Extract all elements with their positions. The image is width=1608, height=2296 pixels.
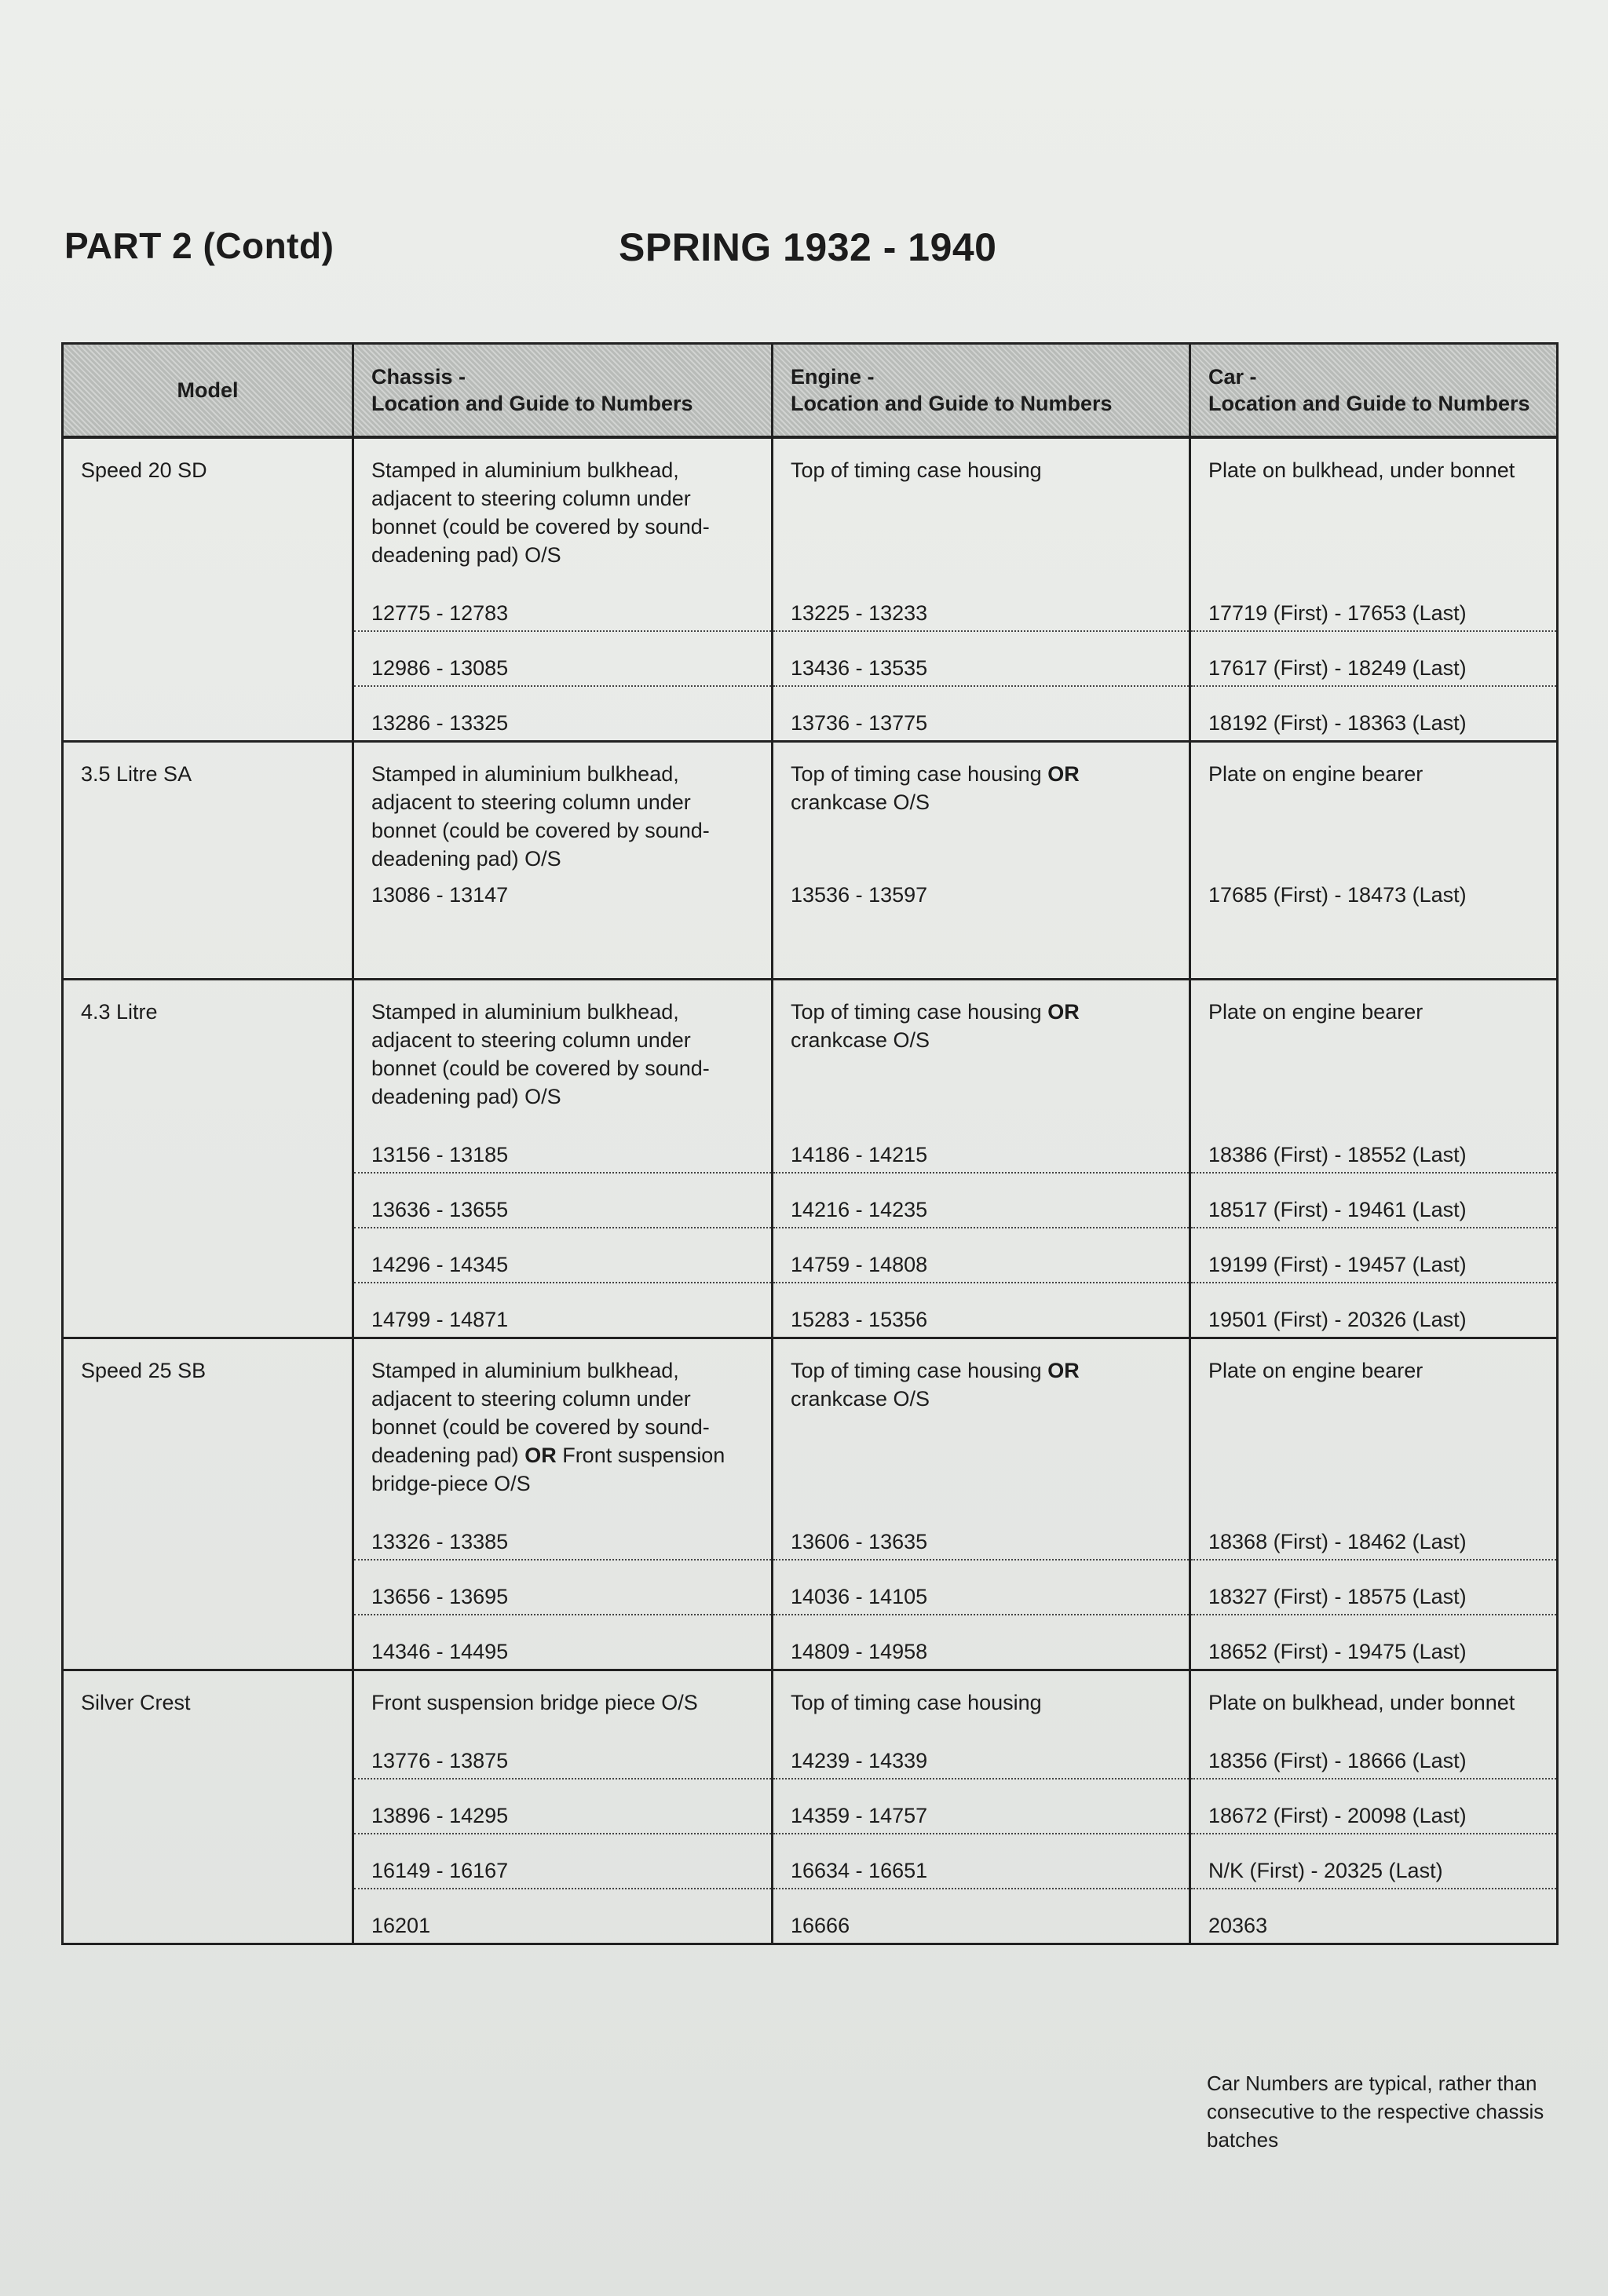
- chassis-number: 13326 - 13385: [353, 1506, 773, 1560]
- car-location: Plate on engine bearer: [1190, 1338, 1558, 1506]
- engine-number: 14759 - 14808: [773, 1228, 1190, 1283]
- table-row: [63, 1670, 1558, 1725]
- car-number: 20363: [1190, 1889, 1558, 1944]
- table-row: [63, 437, 1558, 577]
- chassis-number: 13776 - 13875: [353, 1725, 773, 1779]
- model-cell: 3.5 Litre SA: [63, 742, 353, 980]
- car-number: 18356 (First) - 18666 (Last): [1190, 1725, 1558, 1779]
- engine-location: Top of timing case housing OR crankcase O/S: [773, 1338, 1190, 1506]
- model-cell: Speed 20 SD: [63, 437, 353, 742]
- engine-number: 15283 - 15356: [773, 1283, 1190, 1338]
- chassis-location: Front suspension bridge piece O/S: [353, 1670, 773, 1725]
- chassis-number: 13156 - 13185: [353, 1119, 773, 1173]
- car-number: 18672 (First) - 20098 (Last): [1190, 1779, 1558, 1834]
- car-number: 18517 (First) - 19461 (Last): [1190, 1173, 1558, 1228]
- model-cell: Silver Crest: [63, 1670, 353, 1944]
- car-number: 18652 (First) - 19475 (Last): [1190, 1615, 1558, 1670]
- chassis-number: 13636 - 13655: [353, 1173, 773, 1228]
- engine-number: 13225 - 13233: [773, 577, 1190, 631]
- chassis-number: 16149 - 16167: [353, 1834, 773, 1889]
- car-number: 19199 (First) - 19457 (Last): [1190, 1228, 1558, 1283]
- chassis-number: 14799 - 14871: [353, 1283, 773, 1338]
- car-location: Plate on bulkhead, under bonnet: [1190, 1670, 1558, 1725]
- table-row: [63, 1338, 1558, 1506]
- chassis-number: 13896 - 14295: [353, 1779, 773, 1834]
- chassis-number: 13086 - 13147: [353, 881, 773, 980]
- car-number: 18386 (First) - 18552 (Last): [1190, 1119, 1558, 1173]
- table-row: [63, 742, 1558, 882]
- table-row: [63, 980, 1558, 1119]
- car-number: 17617 (First) - 18249 (Last): [1190, 631, 1558, 686]
- engine-number: 14036 - 14105: [773, 1560, 1190, 1615]
- engine-number: 13736 - 13775: [773, 686, 1190, 742]
- engine-number: 13536 - 13597: [773, 881, 1190, 980]
- chassis-number: 14346 - 14495: [353, 1615, 773, 1670]
- engine-number: 14239 - 14339: [773, 1725, 1190, 1779]
- engine-number: 14186 - 14215: [773, 1119, 1190, 1173]
- table-header-row: [63, 344, 1558, 438]
- chassis-number: 13656 - 13695: [353, 1560, 773, 1615]
- chassis-number: 12986 - 13085: [353, 631, 773, 686]
- page-title: SPRING 1932 - 1940: [619, 225, 997, 269]
- car-number: N/K (First) - 20325 (Last): [1190, 1834, 1558, 1889]
- engine-location: Top of timing case housing: [773, 437, 1190, 577]
- car-location: Plate on bulkhead, under bonnet: [1190, 437, 1558, 577]
- column-header-model: Model: [63, 344, 353, 438]
- engine-number: 13436 - 13535: [773, 631, 1190, 686]
- car-number: 18192 (First) - 18363 (Last): [1190, 686, 1558, 742]
- chassis-number: 12775 - 12783: [353, 577, 773, 631]
- engine-number: 16634 - 16651: [773, 1834, 1190, 1889]
- engine-number: 13606 - 13635: [773, 1506, 1190, 1560]
- model-cell: Speed 25 SB: [63, 1338, 353, 1670]
- car-number: 17719 (First) - 17653 (Last): [1190, 577, 1558, 631]
- footnote: Car Numbers are typical, rather than consecutive to the respective chassis batches: [1207, 2072, 1544, 2152]
- column-header-chassis: Chassis - Location and Guide to Numbers: [353, 344, 773, 438]
- chassis-number: 14296 - 14345: [353, 1228, 773, 1283]
- column-header-engine: Engine - Location and Guide to Numbers: [773, 344, 1190, 438]
- column-header-car: Car - Location and Guide to Numbers: [1190, 344, 1558, 438]
- numbers-table: [61, 342, 1559, 1945]
- engine-location: Top of timing case housing OR crankcase O/S: [773, 742, 1190, 882]
- car-number: 17685 (First) - 18473 (Last): [1190, 881, 1558, 980]
- model-cell: 4.3 Litre: [63, 980, 353, 1338]
- chassis-location: Stamped in aluminium bulkhead, adjacent to steering column under bonnet (could be covered by sound-deadening pad) OR Front suspension bridge-piece O/S: [353, 1338, 773, 1506]
- chassis-number: 16201: [353, 1889, 773, 1944]
- chassis-number: 13286 - 13325: [353, 686, 773, 742]
- part-title: PART 2 (Contd): [64, 225, 334, 266]
- car-number: 18368 (First) - 18462 (Last): [1190, 1506, 1558, 1560]
- car-location: Plate on engine bearer: [1190, 742, 1558, 882]
- chassis-location: Stamped in aluminium bulkhead, adjacent to steering column under bonnet (could be covered by sound-deadening pad) O/S: [353, 980, 773, 1119]
- engine-number: 14216 - 14235: [773, 1173, 1190, 1228]
- car-number: 18327 (First) - 18575 (Last): [1190, 1560, 1558, 1615]
- engine-number: 14809 - 14958: [773, 1615, 1190, 1670]
- car-number: 19501 (First) - 20326 (Last): [1190, 1283, 1558, 1338]
- chassis-location: Stamped in aluminium bulkhead, adjacent to steering column under bonnet (could be covered by sound-deadening pad) O/S: [353, 437, 773, 577]
- engine-location: Top of timing case housing: [773, 1670, 1190, 1725]
- chassis-location: Stamped in aluminium bulkhead, adjacent to steering column under bonnet (could be covered by sound-deadening pad) O/S: [353, 742, 773, 882]
- engine-location: Top of timing case housing OR crankcase O/S: [773, 980, 1190, 1119]
- engine-number: 14359 - 14757: [773, 1779, 1190, 1834]
- car-location: Plate on engine bearer: [1190, 980, 1558, 1119]
- engine-number: 16666: [773, 1889, 1190, 1944]
